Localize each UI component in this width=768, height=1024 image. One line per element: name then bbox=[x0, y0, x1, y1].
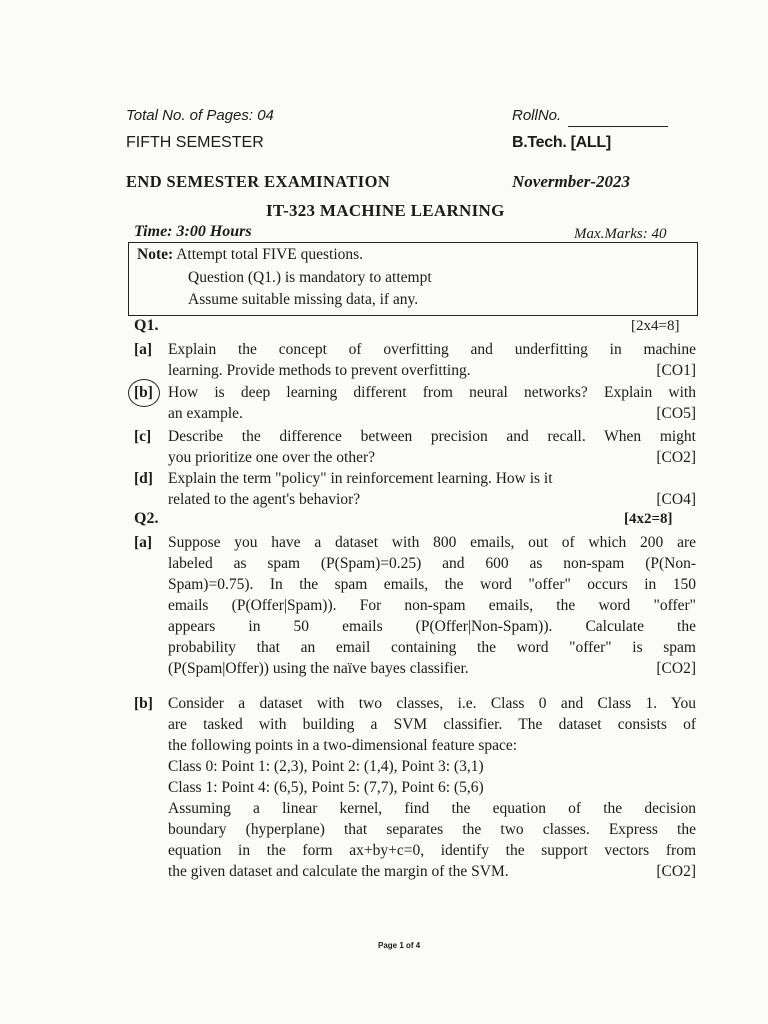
q2a-line-5: appears in 50 emails (P(Offer|Non-Spam)). Calculate the bbox=[168, 618, 696, 635]
q2a-line-1: Suppose you have a dataset with 800 emails, out of which 200 are bbox=[168, 534, 696, 551]
q2b-line-5: Class 1: Point 4: (6,5), Point 5: (7,7), Point 6: (5,6) bbox=[168, 779, 484, 796]
exam-title: END SEMESTER EXAMINATION bbox=[126, 172, 391, 191]
q1d-text-2: related to the agent's behavior? bbox=[168, 491, 361, 508]
q1d-line-1: Explain the term "policy" in reinforcement learning. How is it bbox=[168, 470, 553, 487]
q2b-line-2: are tasked with building a SVM classifier. The dataset consists of bbox=[168, 716, 696, 733]
note-box bbox=[128, 242, 698, 316]
q1a-co: [CO1] bbox=[656, 362, 696, 379]
q1b-circle-mark bbox=[128, 379, 160, 407]
exam-date: Novermber-2023 bbox=[512, 172, 631, 191]
q2b-line-1: Consider a dataset with two classes, i.e. Class 0 and Class 1. You bbox=[168, 695, 696, 712]
note-line-3: Assume suitable missing data, if any. bbox=[188, 291, 419, 308]
q1-marks: [2x4=8] bbox=[631, 318, 680, 334]
q1b-marker: [b] bbox=[134, 384, 153, 401]
q1d-line-2 bbox=[168, 489, 696, 510]
q2b-line-7: boundary (hyperplane) that separates the two classes. Express the bbox=[168, 821, 696, 838]
q1c bbox=[134, 426, 696, 468]
q2a-co: [CO2] bbox=[656, 660, 696, 677]
q1c-line-2 bbox=[168, 447, 696, 468]
q1b-line-2 bbox=[168, 403, 696, 424]
q1b-text-2: an example. bbox=[168, 405, 243, 422]
q2a-marker: [a] bbox=[134, 534, 153, 551]
q1c-marker: [c] bbox=[134, 428, 152, 445]
q2a-line-6: probability that an email containing the word "offer" is spam bbox=[168, 639, 696, 656]
time-label: Time: 3:00 Hours bbox=[134, 223, 252, 240]
total-pages: Total No. of Pages: 04 bbox=[126, 107, 274, 124]
program: B.Tech. [ALL] bbox=[512, 134, 611, 151]
q2b-marker: [b] bbox=[134, 695, 153, 712]
q1b-co: [CO5] bbox=[656, 405, 696, 422]
q2b-co: [CO2] bbox=[656, 863, 696, 880]
q1b bbox=[134, 382, 696, 424]
q2b-text-9: the given dataset and calculate the margin of the SVM. bbox=[168, 863, 509, 880]
q1c-line-1: Describe the difference between precision and recall. When might bbox=[168, 428, 696, 445]
q2-marks: [4x2=8] bbox=[624, 511, 673, 527]
note-line-2: Question (Q1.) is mandatory to attempt bbox=[188, 269, 432, 286]
max-marks: Max.Marks: 40 bbox=[574, 226, 667, 242]
roll-no-label: RollNo. bbox=[512, 107, 562, 124]
q1-label: Q1. bbox=[134, 317, 159, 334]
q2a-line-4: emails (P(Offer|Spam)). For non-spam emails, the word "offer" bbox=[168, 597, 696, 614]
q1c-co: [CO2] bbox=[656, 449, 696, 466]
q1c-text-2: you prioritize one over the other? bbox=[168, 449, 376, 466]
q2b-line-6: Assuming a linear kernel, find the equation of the decision bbox=[168, 800, 696, 817]
q2a-line-3: Spam)=0.75). In the spam emails, the word "offer" occurs in 150 bbox=[168, 576, 696, 593]
q1d bbox=[134, 468, 696, 510]
q1d-co: [CO4] bbox=[656, 491, 696, 508]
q1a-line-2 bbox=[168, 360, 696, 381]
q2b-line-4: Class 0: Point 1: (2,3), Point 2: (1,4), Point 3: (3,1) bbox=[168, 758, 484, 775]
note-text-1: Attempt total FIVE questions. bbox=[176, 246, 364, 263]
q2a-line-2: labeled as spam (P(Spam)=0.25) and 600 as non-spam (P(Non- bbox=[168, 555, 696, 572]
note-line-1 bbox=[137, 246, 363, 264]
q2b bbox=[134, 693, 696, 882]
q2b-line-8: equation in the form ax+by+c=0, identify the support vectors from bbox=[168, 842, 696, 859]
note-label: Note: bbox=[137, 246, 174, 263]
roll-no-line bbox=[568, 126, 668, 127]
q1a-text-2: learning. Provide methods to prevent overfitting. bbox=[168, 362, 471, 379]
q1a-marker: [a] bbox=[134, 341, 153, 358]
q2-label: Q2. bbox=[134, 510, 159, 527]
semester: FIFTH SEMESTER bbox=[126, 134, 264, 151]
q1b-line-1: How is deep learning different from neural networks? Explain with bbox=[168, 384, 696, 401]
course-title: IT-323 MACHINE LEARNING bbox=[266, 201, 505, 220]
q2a bbox=[134, 532, 696, 679]
q1d-marker: [d] bbox=[134, 470, 153, 487]
q2b-line-3: the following points in a two-dimensional feature space: bbox=[168, 737, 518, 754]
q1a bbox=[134, 339, 696, 381]
q1a-line-1: Explain the concept of overfitting and underfitting in machine bbox=[168, 341, 696, 358]
q2b-line-9 bbox=[168, 861, 696, 882]
page-number: Page 1 of 4 bbox=[378, 941, 421, 950]
q2a-text-7: (P(Spam|Offer)) using the naïve bayes classifier. bbox=[168, 660, 469, 677]
q2a-line-7 bbox=[168, 658, 696, 679]
